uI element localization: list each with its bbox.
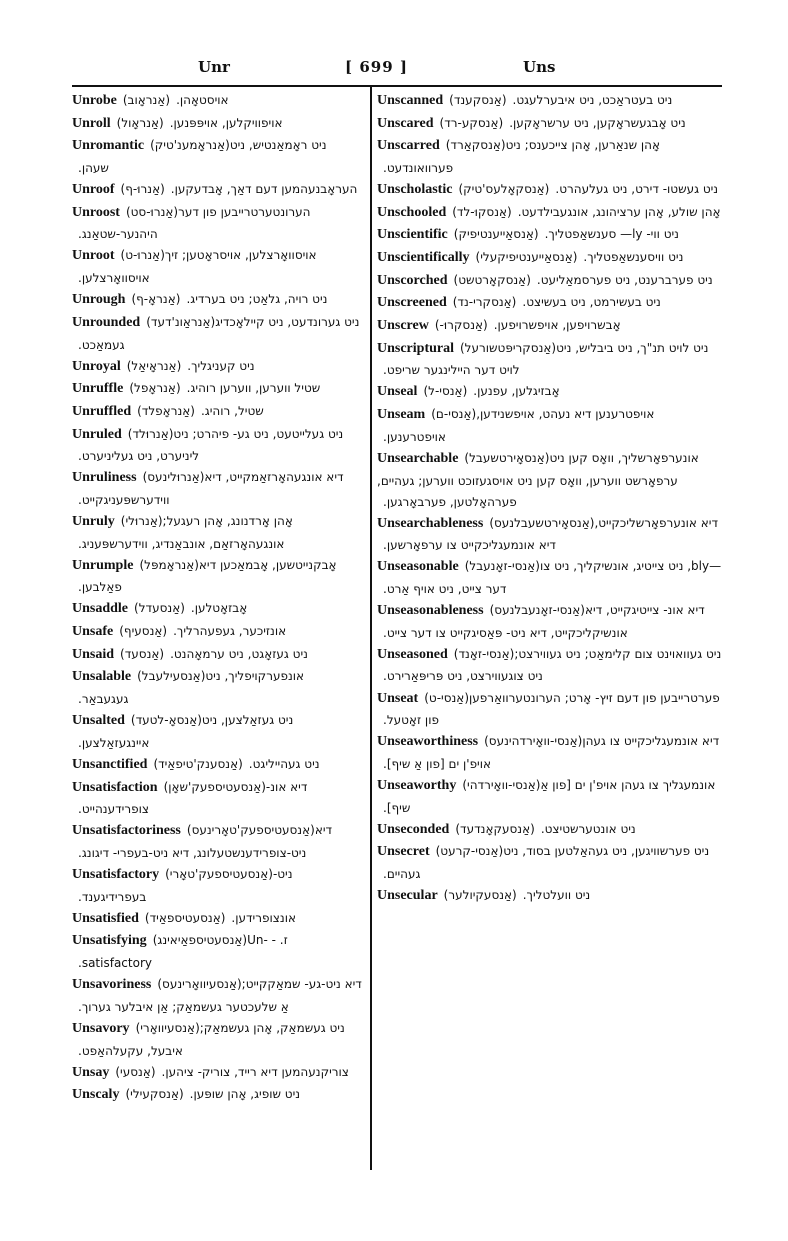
pronunciation: (אַנראָמפּל) [139, 557, 199, 572]
headword: Unseat [377, 690, 419, 706]
definition: אונצופרידען. [231, 910, 296, 925]
headword: Unscorched [377, 272, 448, 288]
dictionary-entry [72, 179, 362, 202]
definition: אָהן אָרדנונג, אָהן רעגעל; אונגעהאָרזאַם, אונבאַנדיג, ווידערשפּעניג. [78, 514, 293, 551]
dictionary-entry [377, 315, 722, 338]
headword: Unruly [72, 514, 115, 530]
pronunciation: (אַנסי-וואָירדהי) [462, 777, 541, 792]
headword: Unsavoriness [72, 977, 152, 993]
dictionary-entry [72, 135, 362, 179]
definition: ניט שופיג, אָהן שופּען. [189, 1087, 301, 1102]
dictionary-entry [377, 338, 722, 382]
right-column [377, 90, 722, 908]
headword: Unruliness [72, 470, 137, 486]
dictionary-entry [72, 666, 362, 710]
pronunciation: (אַנראָול) [116, 115, 164, 130]
pronunciation: (אַנראַונ'דעד) [146, 314, 216, 329]
headword: Unrumple [72, 557, 134, 573]
dictionary-entry [72, 312, 362, 356]
headword: Unsay [72, 1064, 110, 1080]
pronunciation: (אַנסאַייענטיפיק) [453, 227, 539, 242]
dictionary-entry [377, 448, 722, 513]
dictionary-entry [377, 513, 722, 557]
headword: Unsaddle [72, 601, 129, 617]
definition: העראָבנעהמען דעם דאַך, אָבדעקען. [170, 182, 358, 197]
definition: אויסוואָרצלען, אויסראָטען; זיך אויסוואָרצלען. [78, 248, 317, 286]
definition: ניט פערברענט, ניט פערסמאַליעט. [536, 272, 713, 287]
definition: אונזיכער, געפעהרליך. [173, 624, 287, 639]
pronunciation: (אַנראָמענ'טיק) [150, 138, 230, 153]
pronunciation: (אַנסעטיספעק'טאָרינעס) [186, 823, 315, 838]
headword: Unseasoned [377, 646, 448, 662]
definition: ניט גערונדעט, ניט קיילאָכדיג געמאַכט. [78, 314, 360, 352]
definition: אונערפאָרשליך, וואָס קען ניט ערפאָרשט ווערען, וואָס קען ניט אויסגעזוכט ווערען; געהיים, פערהאָלטען, פערבאָרגען. [377, 450, 699, 509]
dictionary-entry [72, 378, 362, 401]
headword: Unroll [72, 115, 111, 131]
headword: Unscreened [377, 295, 447, 311]
definition: ניט פערשוויגען, ניט געהאַלטען בסוד, ניט געהיים. [383, 844, 710, 882]
definition: אָהן שולע, אָהן ערציהונג, אונגעבילדעט. [517, 204, 721, 219]
column-divider [370, 85, 372, 1170]
pronunciation: (אַנראָיאַל) [126, 358, 182, 373]
dictionary-entry [377, 202, 722, 225]
headword: Unscared [377, 115, 434, 131]
pronunciation: (אַנסעקאָנדעד) [455, 821, 535, 836]
headword: Unscaly [72, 1087, 120, 1103]
dictionary-entry [72, 908, 362, 931]
dictionary-entry [377, 819, 722, 842]
dictionary-entry [72, 1084, 362, 1107]
definition: דיא ניט-גע- שמאַקקייט; אַ שלעכטער געשמאַק; אַן איבלער גערוך. [78, 977, 362, 1014]
headword: Unsecret [377, 844, 430, 860]
dictionary-entry [72, 113, 362, 136]
dictionary-entry [72, 401, 362, 424]
dictionary-entry [72, 710, 362, 754]
definition: דיא אונ- צייטיגקייט, דיא אונשיקליכקייט, דיא ניט- פּאַסיגקייט צו דער צייט. [383, 603, 705, 640]
pronunciation: (אַנסאָירטשעבל) [464, 450, 550, 465]
pronunciation: (אַנראָפל) [129, 381, 181, 396]
headword: Unruffled [72, 403, 132, 419]
pronunciation: (אַנסי-וואָירדהינעס) [484, 734, 583, 749]
definition: אָהן שנאַרען, אָהן צייכענס; ניט פערוואונדעט. [383, 138, 661, 176]
definition: ז. Un- -satisfactory. [78, 933, 288, 971]
pronunciation: (אַנרוּ-ף) [120, 182, 165, 197]
dictionary-entry [72, 424, 362, 468]
definition: אויסטאָהן. [176, 93, 229, 107]
dictionary-entry [377, 731, 722, 775]
dictionary-entry [377, 247, 722, 270]
page-number: [ 699 ] [345, 58, 408, 76]
pronunciation: (אַנסעקיולער) [443, 888, 517, 903]
definition: אָבשרויפען, אויפשרויפען. [493, 318, 621, 333]
dictionary-entry [377, 600, 722, 644]
dictionary-entry [377, 404, 722, 448]
headword: Unseasonableness [377, 603, 484, 619]
headword: Unsearchable [377, 450, 459, 466]
headword: Unroot [72, 248, 115, 264]
definition: ניט ראָמאַנטיש, ניט שעהן. [78, 138, 327, 176]
definition: —bly, ניט צייטיג, אונשיקליך, ניט צו דער צייט, ניט אויף אַרט. [383, 559, 722, 597]
headword: Unschooled [377, 204, 447, 220]
headword: Unsatisfactory [72, 867, 160, 883]
pronunciation: (אַנסאַייענטיפיקעלי) [475, 250, 578, 265]
definition: פערטרייבען פון דעם זיץ- אָרט; הערונטערוואַרפען פון זאָטעל. [383, 690, 720, 728]
headword: Unscrew [377, 318, 429, 334]
dictionary-entry [377, 644, 722, 688]
definition: ניט געלייטעט, ניט גע- פיהרט; ניט ליניערט, ניט געליניערט. [78, 426, 344, 464]
headword: Unsaid [72, 646, 115, 662]
pronunciation: (אַנסעטיספאַיד) [144, 910, 226, 925]
definition: דיא אונ- צופרידענהייט. [78, 779, 308, 817]
headword: Unruled [72, 426, 122, 442]
dictionary-entry [72, 598, 362, 621]
definition: ניט אונטערשטיצט. [540, 821, 636, 836]
headword: Unsatisfied [72, 910, 139, 926]
left-column [72, 90, 362, 1107]
definition: ניט אָבגעשראָקען, ניט ערשראָקען. [509, 115, 686, 130]
pronunciation: (אַנסקעילי) [125, 1087, 184, 1102]
headword: Unroost [72, 204, 120, 220]
headword: Unsatisfaction [72, 779, 158, 795]
headword: Unsatisfying [72, 933, 147, 949]
header-rule [72, 85, 722, 87]
definition: ניט- בעפרידיגענד. [78, 867, 293, 904]
dictionary-entry [72, 467, 362, 511]
definition: ניט געשמאַק, אָהן געשמאַק; איבעל, עקעלהאַפט. [78, 1020, 345, 1058]
headword: Unseasonable [377, 559, 459, 575]
definition: ניט בעטראַכט, ניט איבערלעגט. [512, 93, 673, 107]
pronunciation: (אַנסקריפּטשורעל) [460, 340, 557, 355]
pronunciation: (אַנרוּלינעס) [142, 470, 205, 485]
pronunciation: (אַנסי-קרעט) [435, 844, 504, 859]
dictionary-entry [377, 135, 722, 179]
headword: Unsatisfactoriness [72, 823, 181, 839]
dictionary-entry [377, 179, 722, 202]
definition: ניט רויה, גלאַט; ניט בערדיג. [186, 292, 328, 307]
pronunciation: (אַנסעיוואָרי) [135, 1020, 200, 1035]
definition: אָבזאָטלען. [190, 601, 248, 616]
definition: ניט וויסענשאַפטליך. [583, 250, 684, 265]
dictionary-entry [72, 202, 362, 246]
definition: ניט געזאַלצען, ניט איינגעזאַלצען. [78, 713, 294, 750]
definition: שטיל, רוהיג. [200, 403, 264, 418]
dictionary-entry [72, 754, 362, 777]
running-head-left: Unr [198, 58, 230, 76]
dictionary-entry [72, 90, 362, 113]
pronunciation: (אַנרוּלי) [120, 514, 163, 529]
pronunciation: (אַנסעטיספעק'טאָרי) [165, 867, 273, 882]
dictionary-entry [72, 644, 362, 667]
pronunciation: (אַנסענק'טיפאַיד) [153, 756, 243, 771]
dictionary-entry [72, 820, 362, 864]
pronunciation: (אַנסי-זאָנד) [453, 646, 515, 661]
headword: Unrobe [72, 93, 117, 108]
pronunciation: (אַנרוּ-ט) [120, 248, 165, 263]
definition: אָבקנייטשען, אָבמאַכען דיא פאַלבען. [78, 557, 337, 595]
headword: Unscanned [377, 93, 444, 108]
pronunciation: (אַנרוּלד) [127, 426, 174, 441]
dictionary-entry [72, 864, 362, 908]
headword: Unroyal [72, 358, 121, 374]
headword: Unsafe [72, 624, 114, 640]
headword: Unseconded [377, 821, 450, 837]
definition: דיא אונמעגליכקייט צו געהן אויפ'ן ים [פון אַ שיף]. [383, 734, 720, 771]
dictionary-entry [72, 930, 362, 974]
dictionary-entry [377, 292, 722, 315]
dictionary-entry [72, 555, 362, 599]
dictionary-entry [377, 688, 722, 732]
pronunciation: (אַנסעטיספעק'שאָן) [163, 779, 266, 794]
dictionary-entry [377, 270, 722, 293]
definition: אָבזיגלען, עפנען. [473, 384, 560, 399]
pronunciation: (אַנסי-ט) [424, 690, 470, 705]
pronunciation: (אַנסקע-רד) [439, 115, 504, 130]
definition: צוריקנעהמען דיא רייד, צוריק- ציהען. [161, 1064, 349, 1079]
dictionary-entry [377, 885, 722, 908]
headword: Unscriptural [377, 340, 454, 356]
headword: Unseal [377, 384, 418, 400]
pronunciation: (אַנסקרוּ-) [434, 318, 488, 333]
pronunciation: (אַנרוּ-סט) [125, 204, 179, 219]
definition: אונמעגליך צו געהן אויפ'ן ים [פון אַ שיף]. [383, 777, 716, 815]
definition: שטיל ווערען, ווערען רוהיג. [186, 381, 321, 396]
pronunciation: (אַנסי-זאָנעבלנעס) [489, 603, 585, 618]
headword: Unscientifically [377, 250, 470, 266]
pronunciation: (אַנסעד) [120, 646, 165, 661]
definition: דיא אונגעהאָרזאַמקייט, דיא ווידערשפּעניגקייט. [78, 470, 344, 507]
dictionary-entry [72, 1062, 362, 1085]
pronunciation: (אַנסעיוואָרינעס) [157, 977, 242, 992]
pronunciation: (אַנסעי) [115, 1064, 156, 1079]
pronunciation: (אַנסעילעבל) [137, 669, 206, 684]
headword: Unsearchableness [377, 515, 484, 531]
definition: ניט וועלטליך. [522, 888, 591, 903]
pronunciation: (אַנסי-ל) [423, 384, 468, 399]
definition: דיא ניט-צופרידענשטעלונג, דיא ניט-בעפרי- דיגונג. [78, 823, 333, 860]
dictionary-entry [377, 90, 722, 113]
dictionary-entry [377, 556, 722, 600]
pronunciation: (אַנסקאָרטשט) [453, 272, 531, 287]
dictionary-entry [72, 356, 362, 379]
definition: ניט לויט תנ"ך, ניט ביבליש, ניט לויט דער היילינגער שריפט. [383, 340, 709, 378]
definition: דיא אונערפאָרשליכקייט, דיא אונמעגליכקייט צו ערפאָרשען. [383, 515, 719, 553]
definition: אונפערקויפליך, ניט געגעבאַר. [78, 669, 305, 707]
headword: Unruffle [72, 381, 124, 397]
definition: ניט קעניגליך. [187, 358, 255, 373]
headword: Unromantic [72, 138, 145, 154]
definition: הערונטערטרייבען פון דער היהנער-שטאַנג. [78, 204, 311, 242]
dictionary-entry [377, 224, 722, 247]
pronunciation: (אַנסקאָלעס'טיק) [458, 182, 550, 197]
headword: Unsalable [72, 669, 132, 685]
definition: ניט בעשירמט, ניט בעשיצט. [522, 295, 661, 310]
dictionary-entry [72, 511, 362, 555]
dictionary-entry [72, 1018, 362, 1062]
pronunciation: (אַנסקאַרד) [445, 138, 506, 153]
headword: Unseaworthy [377, 777, 457, 793]
definition: ניט געהייליגט. [248, 756, 320, 771]
headword: Unseam [377, 407, 426, 423]
pronunciation: (אַנסקענד) [449, 93, 507, 107]
pronunciation: (אַנסעיף) [119, 624, 168, 639]
headword: Unscholastic [377, 182, 453, 198]
definition: ניט געוואוינט צום קלימאַט; ניט געווירצט; ניט צוגעווירצט, ניט פּריפּאַרירט. [383, 646, 722, 684]
pronunciation: (אַנראָפלד) [137, 403, 195, 418]
headword: Unsavory [72, 1020, 130, 1036]
pronunciation: (אַנסאָירטשעבלנעס) [489, 515, 595, 530]
dictionary-entry [72, 777, 362, 821]
definition: ניט געזאָגט, ניט ערמאָהנט. [170, 646, 308, 661]
headword: Unscientific [377, 227, 448, 243]
pronunciation: (אַנסי-זאָנעבל) [464, 559, 540, 574]
definition: ניט ווי- ly— סענשאַפטליך. [544, 227, 679, 242]
definition: אויפוויקלען, אויפּפּנען. [169, 115, 283, 130]
definition: ניט געשטו- דירט, ניט געלעהרט. [555, 182, 719, 197]
pronunciation: (אַנראָ-ף) [131, 292, 181, 307]
pronunciation: (אַנסקוּ-לד) [452, 204, 512, 219]
headword: Unscarred [377, 138, 440, 154]
pronunciation: (אַנסקרי-נד) [452, 295, 517, 310]
dictionary-entry [72, 621, 362, 644]
headword: Unsalted [72, 713, 125, 729]
dictionary-entry [377, 775, 722, 819]
headword: Unsanctified [72, 756, 148, 772]
headword: Unseaworthiness [377, 734, 479, 750]
headword: Unrough [72, 292, 126, 308]
pronunciation: (אַנראָוב) [122, 93, 171, 107]
pronunciation: (אַנסאָ-לטעד) [130, 713, 202, 728]
dictionary-entry [377, 841, 722, 885]
dictionary-entry [377, 381, 722, 404]
headword: Unsecular [377, 888, 438, 904]
dictionary-entry [72, 289, 362, 312]
pronunciation: (אַנסעדל) [134, 601, 185, 616]
dictionary-entry [377, 113, 722, 136]
headword: Unrounded [72, 314, 141, 330]
dictionary-entry [72, 245, 362, 289]
headword: Unroof [72, 182, 115, 198]
dictionary-entry [72, 974, 362, 1018]
running-head-right: Uns [523, 58, 556, 76]
pronunciation: (אַנסעטיספאַיאינג) [152, 933, 248, 948]
pronunciation: (אַנסי-ם) [431, 407, 477, 422]
definition: אויפטרענען דיא נעהט, אויפשנידען, אויפטרענען. [383, 407, 655, 444]
